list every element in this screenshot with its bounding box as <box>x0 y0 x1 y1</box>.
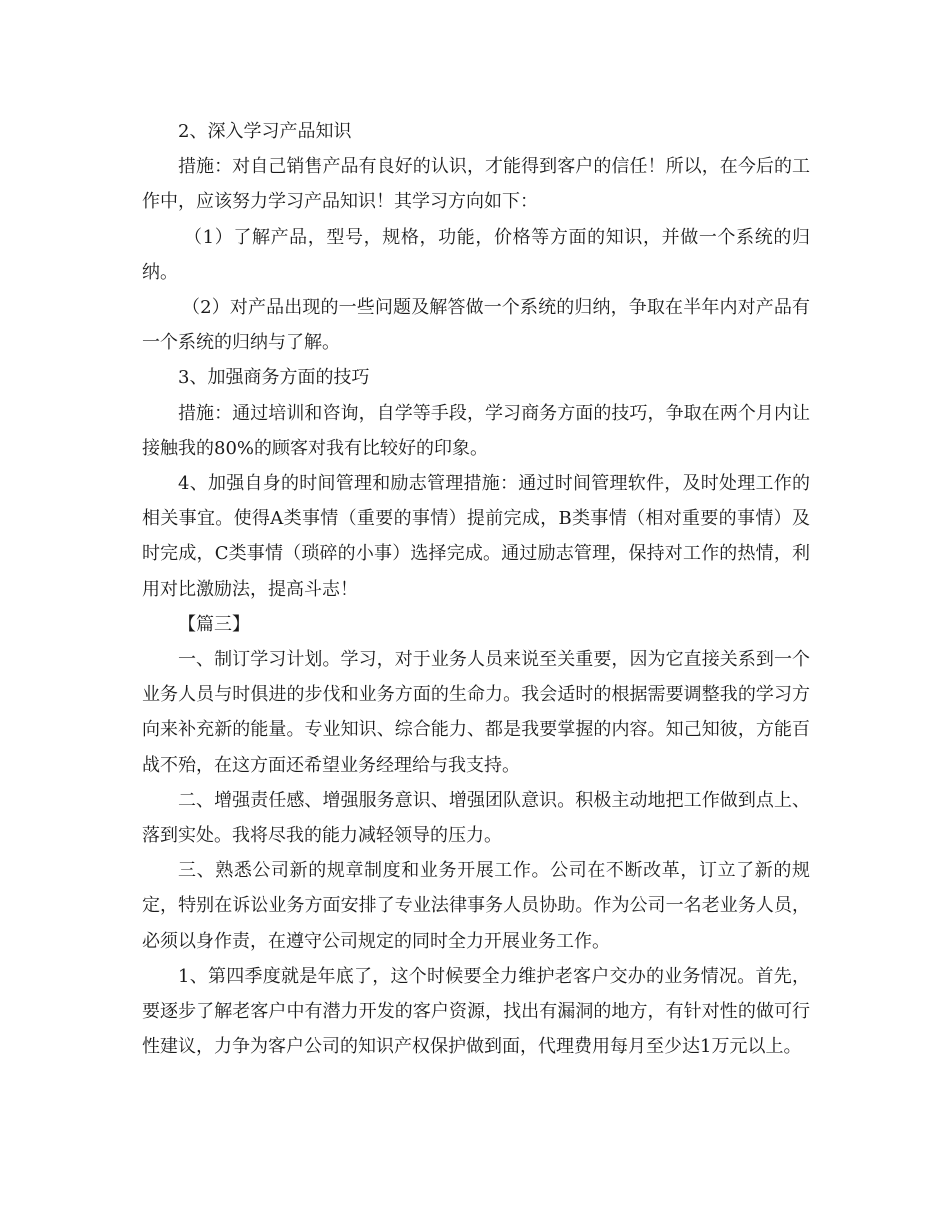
paragraph-study-plan: 一、制订学习计划。学习，对于业务人员来说至关重要，因为它直接关系到一个业务人员与时俱进的步伐和业务方面的生命力。我会适时的根据需要调整我的学习方向来补充新的能量。专业知识、综合能力、都是我要掌握的内容。知己知彼，方能百战不殆，在这方面还希望业务经理给与我支持。 <box>142 649 810 776</box>
paragraph-responsibility: 二、增强责任感、增强服务意识、增强团队意识。积极主动地把工作做到点上、落到实处。我将尽我的能力减轻领导的压力。 <box>142 789 810 847</box>
section-heading-part-three: 【篇三】 <box>178 613 250 635</box>
heading-product-knowledge: 2、深入学习产品知识 <box>178 121 352 142</box>
paragraph-measure-product: 措施：对自己销售产品有良好的认识，才能得到客户的信任！所以，在今后的工作中，应该努力学习产品知识！其学习方向如下： <box>142 156 810 213</box>
paragraph-time-management: 4、加强自身的时间管理和励志管理措施：通过时间管理软件，及时处理工作的相关事宜。使得A类事情（重要的事情）提前完成，B类事情（相对重要的事情）及时完成，C类事情（琐碎的小事）选择完成。通过励志管理，保持对工作的热情，利用对比激励法，提高斗志！ <box>142 473 810 600</box>
paragraph-measure-business: 措施：通过培训和咨询，自学等手段，学习商务方面的技巧，争取在两个月内让接触我的80%的顾客对我有比较好的印象。 <box>142 402 810 459</box>
paragraph-company-rules: 三、熟悉公司新的规章制度和业务开展工作。公司在不断改革，订立了新的规定，特别在诉讼业务方面安排了专业法律事务人员协助。作为公司一名老业务人员，必须以身作责，在遵守公司规定的同时全力开展业务工作。 <box>142 860 810 952</box>
paragraph-item-1: （1）了解产品，型号，规格，功能，价格等方面的知识，并做一个系统的归纳。 <box>142 226 810 283</box>
paragraph-item-2: （2）对产品出现的一些问题及解答做一个系统的归纳，争取在半年内对产品有一个系统的归纳与了解。 <box>142 297 810 354</box>
paragraph-fourth-quarter: 1、第四季度就是年底了，这个时候要全力维护老客户交办的业务情况。首先，要逐步了解老客户中有潜力开发的客户资源，找出有漏洞的地方，有针对性的做可行性建议，力争为客户公司的知识产权保护做到面，代理费用每月至少达1万元以上。 <box>142 965 810 1058</box>
heading-business-skills: 3、加强商务方面的技巧 <box>178 367 370 389</box>
